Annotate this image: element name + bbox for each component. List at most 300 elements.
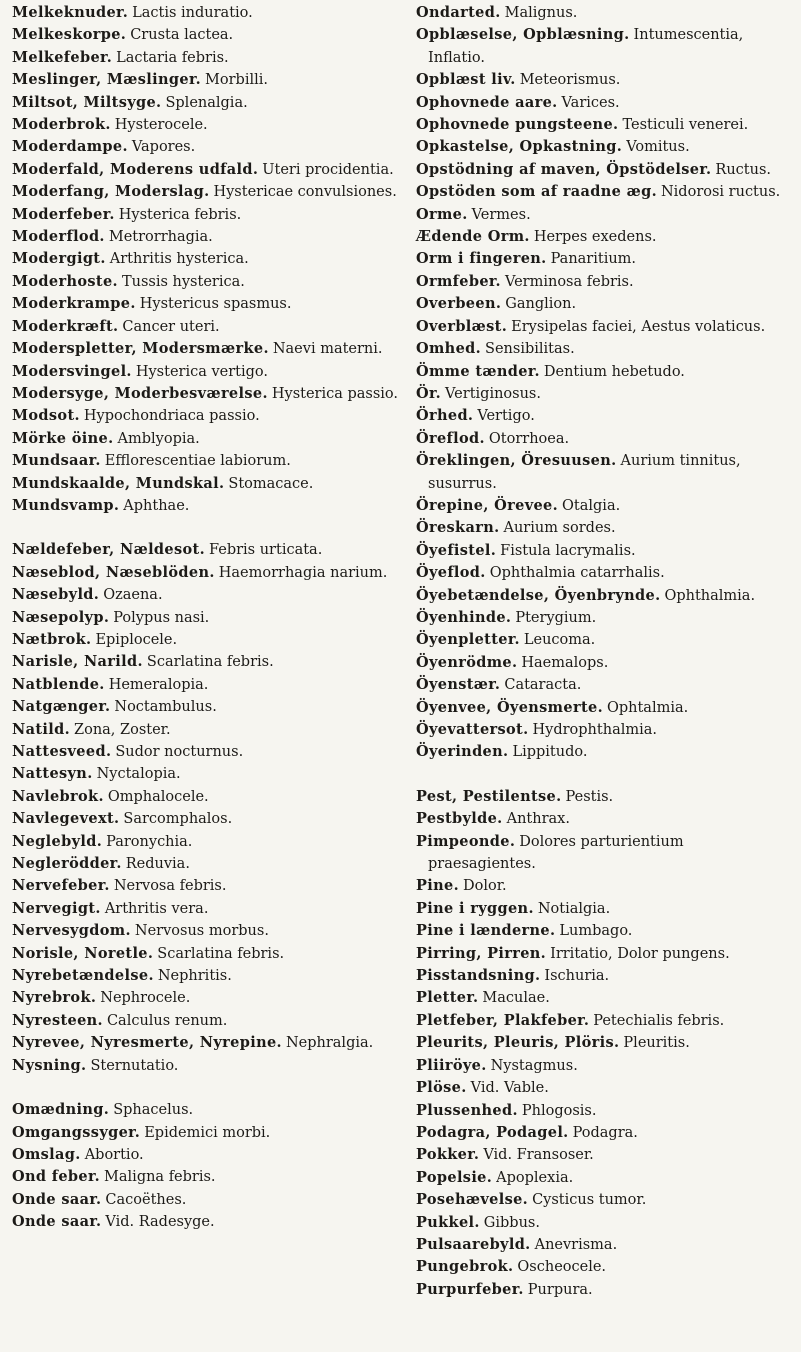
entry-headword: Pimpeonde. — [416, 832, 516, 850]
entry-definition: Maligna febris. — [104, 1169, 216, 1186]
entry-headword: Melkeknuder. — [12, 4, 129, 21]
dictionary-entry — [416, 607, 789, 629]
entry-definition: Stomacace. — [228, 475, 314, 492]
entry-definition: Nyctalopia. — [96, 766, 181, 783]
dictionary-entry — [12, 965, 404, 987]
entry-definition: Vertigo. — [477, 408, 535, 425]
entry-definition: Scarlatina febris. — [146, 654, 274, 671]
entry-definition: Vapores. — [131, 139, 196, 156]
entry-definition: Lippitudo. — [512, 744, 588, 761]
entry-headword: Nysning. — [12, 1056, 87, 1074]
entry-definition: Nephrocele. — [100, 990, 191, 1007]
entry-definition: Podagra. — [572, 1124, 638, 1141]
entry-headword: Popelsie. — [416, 1168, 493, 1186]
dictionary-entry — [12, 316, 404, 338]
entry-definition: Cancer uteri. — [122, 318, 220, 335]
dictionary-entry — [12, 741, 404, 763]
entry-definition: Herpes exedens. — [533, 229, 657, 246]
dictionary-entry — [12, 338, 404, 360]
dictionary-entry — [416, 1144, 789, 1166]
entry-definition: Cataracta. — [504, 677, 582, 694]
dictionary-entry — [416, 585, 789, 607]
entry-headword: Moderflod. — [12, 228, 105, 246]
entry-headword: Opblæselse, Opblæsning. — [416, 26, 630, 44]
dictionary-entry — [416, 204, 789, 226]
entry-headword: Örhed. — [416, 407, 474, 425]
entry-headword: Mörke öine. — [12, 429, 114, 447]
dictionary-entry — [12, 69, 404, 91]
entry-headword: Omhed. — [416, 340, 482, 358]
entry-headword: Öyeflod. — [416, 564, 486, 582]
entry-definition: Lumbago. — [559, 923, 633, 940]
entry-headword: Pungebrok. — [416, 1258, 514, 1276]
dictionary-entry — [416, 428, 789, 450]
dictionary-entry — [416, 875, 789, 897]
dictionary-entry — [12, 786, 404, 808]
entry-headword: Overblæst. — [416, 317, 508, 335]
entry-definition: Haemorrhagia narium. — [218, 564, 388, 581]
entry-headword: Moderfald, Moderens udfald. — [12, 160, 259, 178]
entry-headword: Modersvingel. — [12, 362, 132, 380]
entry-definition: Hystericus spasmus. — [139, 296, 292, 313]
dictionary-entry — [12, 875, 404, 897]
right-column — [416, 2, 789, 1301]
entry-definition: Uteri procidentia. — [262, 161, 394, 178]
entry-definition: Ischuria. — [544, 968, 610, 985]
section-gap — [12, 517, 404, 539]
entry-headword: Næseblod, Næseblöden. — [12, 563, 215, 581]
entry-definition: Irritatio, Dolor pungens. — [550, 945, 730, 962]
dictionary-entry — [416, 136, 789, 158]
dictionary-entry — [416, 1256, 789, 1278]
entry-definition: Aurium sordes. — [503, 520, 616, 537]
dictionary-entry — [416, 92, 789, 114]
entry-definition: Ozaena. — [103, 587, 163, 604]
entry-headword: Öyevattersot. — [416, 721, 529, 738]
dictionary-entry — [416, 1189, 789, 1211]
entry-definition: Ganglion. — [505, 296, 577, 313]
entry-headword: Natild. — [12, 720, 71, 738]
entry-definition: Fistula lacrymalis. — [500, 542, 636, 559]
dictionary-entry — [12, 47, 404, 69]
entry-headword: Moderbrok. — [12, 116, 111, 134]
dictionary-entry — [12, 987, 404, 1009]
entry-definition: Morbilli. — [205, 72, 268, 89]
entry-definition: Amblyopia. — [117, 430, 200, 447]
dictionary-entry — [12, 293, 404, 315]
entry-definition: Haemalops. — [521, 654, 609, 671]
dictionary-entry — [416, 808, 789, 830]
entry-headword: Onde saar. — [12, 1190, 102, 1208]
entry-headword: Pletter. — [416, 989, 479, 1007]
dictionary-entry — [12, 808, 404, 830]
dictionary-entry — [12, 1122, 404, 1144]
dictionary-entry — [416, 1055, 789, 1077]
entry-headword: Ondarted. — [416, 4, 501, 21]
entry-headword: Pulsaarebyld. — [416, 1235, 531, 1253]
dictionary-entry — [416, 69, 789, 91]
entry-headword: Öyenstær. — [416, 676, 501, 694]
entry-definition: Vomitus. — [626, 139, 690, 156]
dictionary-entry — [12, 831, 404, 853]
entry-definition: Anthrax. — [506, 811, 570, 828]
entry-headword: Onde saar. — [12, 1213, 102, 1231]
entry-definition: Pestis. — [565, 788, 614, 805]
entry-headword: Moderkrampe. — [12, 295, 136, 313]
entry-headword: Öreflod. — [416, 429, 485, 447]
entry-definition: Crusta lactea. — [130, 27, 234, 44]
dictionary-entry — [12, 584, 404, 606]
dictionary-entry — [12, 1211, 404, 1233]
entry-headword: Plussenhed. — [416, 1101, 518, 1119]
entry-definition: Nervosus morbus. — [134, 923, 269, 940]
entry-headword: Pine i ryggen. — [416, 899, 534, 917]
dictionary-entry — [12, 92, 404, 114]
dictionary-entry — [416, 24, 789, 69]
entry-headword: Pest, Pestilentse. — [416, 787, 562, 805]
entry-headword: Moderspletter, Modersmærke. — [12, 340, 269, 358]
entry-definition: Reduvia. — [125, 856, 190, 873]
entry-definition: Metrorrhagia. — [108, 229, 213, 246]
entry-definition: Pleuritis. — [623, 1035, 690, 1052]
entry-headword: Ophovnede pungsteene. — [416, 116, 619, 134]
entry-definition: Vermes. — [471, 206, 531, 223]
dictionary-entry — [416, 248, 789, 270]
dictionary-entry — [416, 1167, 789, 1189]
entry-definition: Hysterica febris. — [118, 206, 242, 223]
dictionary-entry — [416, 1077, 789, 1099]
entry-headword: Öyenrödme. — [416, 653, 518, 671]
dictionary-entry — [416, 1010, 789, 1032]
dictionary-entry — [12, 1055, 404, 1077]
entry-definition: Paronychia. — [106, 833, 193, 850]
dictionary-entry — [12, 1144, 404, 1166]
entry-headword: Opstöden som af raadne æg. — [416, 183, 657, 201]
entry-definition: Malignus. — [504, 5, 578, 21]
dictionary-entry — [12, 2, 404, 24]
entry-headword: Nattesveed. — [12, 743, 112, 760]
entry-headword: Pestbylde. — [416, 810, 503, 828]
entry-definition: Epidemici morbi. — [144, 1124, 271, 1141]
dictionary-entry — [12, 428, 404, 450]
entry-headword: Nyrebrok. — [12, 989, 97, 1007]
entry-definition: Vertiginosus. — [445, 385, 541, 402]
section-gap — [416, 764, 789, 786]
entry-headword: Örepine, Örevee. — [416, 496, 559, 514]
entry-headword: Öyefistel. — [416, 541, 497, 559]
entry-headword: Pisstandsning. — [416, 967, 541, 985]
dictionary-entry — [416, 1279, 789, 1301]
dictionary-entry — [416, 786, 789, 808]
dictionary-entry — [416, 338, 789, 360]
entry-headword: Melkeskorpe. — [12, 26, 127, 44]
entry-headword: Plöse. — [416, 1079, 467, 1097]
entry-headword: Miltsot, Miltsyge. — [12, 93, 162, 111]
dictionary-entry — [416, 271, 789, 293]
dictionary-entry — [416, 517, 789, 539]
dictionary-entry — [12, 271, 404, 293]
left-column — [12, 2, 404, 1234]
dictionary-entry — [12, 1166, 404, 1188]
dictionary-entry — [12, 853, 404, 875]
entry-headword: Ormfeber. — [416, 272, 501, 290]
dictionary-entry — [12, 629, 404, 651]
entry-definition: Sudor nocturnus. — [115, 744, 244, 760]
entry-headword: Næsebyld. — [12, 586, 100, 604]
dictionary-entry — [12, 383, 404, 405]
entry-definition: Sensibilitas. — [485, 341, 575, 358]
dictionary-entry — [416, 987, 789, 1009]
dictionary-entry — [416, 361, 789, 383]
entry-definition: Naevi materni. — [272, 341, 383, 358]
entry-headword: Neglebyld. — [12, 832, 103, 850]
entry-headword: Mundsaar. — [12, 452, 101, 470]
entry-definition: Febris urticata. — [208, 542, 323, 559]
entry-definition: Polypus nasi. — [113, 609, 210, 626]
entry-definition: Dolores parturientium praesagientes. — [428, 833, 684, 873]
entry-definition: Abortio. — [84, 1146, 144, 1163]
entry-headword: Öyenhinde. — [416, 608, 512, 626]
dictionary-entry — [12, 539, 404, 561]
entry-definition: Aurium tinnitus, susurrus. — [428, 453, 741, 492]
entry-definition: Maculae. — [482, 990, 550, 1007]
entry-definition: Omphalocele. — [107, 788, 209, 805]
dictionary-entry — [12, 136, 404, 158]
entry-headword: Nyrebetændelse. — [12, 967, 154, 985]
dictionary-entry — [416, 831, 789, 876]
entry-definition: Otorrhoea. — [488, 430, 570, 447]
dictionary-entry — [12, 898, 404, 920]
entry-definition: Cysticus tumor. — [532, 1192, 647, 1209]
dictionary-entry — [12, 1099, 404, 1121]
entry-headword: Podagra, Podagel. — [416, 1123, 569, 1141]
dictionary-entry — [416, 1234, 789, 1256]
entry-headword: Pleurits, Pleuris, Plöris. — [416, 1034, 620, 1052]
dictionary-entry — [12, 763, 404, 785]
entry-definition: Testiculi venerei. — [622, 117, 749, 134]
entry-headword: Neglerödder. — [12, 855, 122, 873]
dictionary-entry — [416, 2, 789, 24]
entry-definition: Hysterica passio. — [271, 385, 399, 402]
dictionary-entry — [12, 24, 404, 46]
entry-definition: Dolor. — [462, 878, 507, 895]
dictionary-entry — [416, 697, 789, 719]
entry-headword: Moderfeber. — [12, 205, 115, 223]
entry-headword: Ond feber. — [12, 1168, 101, 1186]
entry-headword: Mundsvamp. — [12, 496, 120, 514]
entry-headword: Pokker. — [416, 1146, 480, 1164]
entry-headword: Nattesyn. — [12, 765, 93, 783]
dictionary-entry — [12, 114, 404, 136]
dictionary-entry — [12, 248, 404, 270]
dictionary-entry — [416, 495, 789, 517]
entry-definition: Sarcomphalos. — [123, 811, 233, 828]
entry-headword: Ömme tænder. — [416, 362, 540, 380]
entry-definition: Ophthalmia catarrhalis. — [489, 565, 665, 582]
entry-definition: Hypochondriaca passio. — [83, 408, 260, 425]
entry-definition: Ructus. — [715, 161, 771, 178]
entry-headword: Opblæst liv. — [416, 71, 516, 89]
entry-definition: Varices. — [561, 94, 620, 111]
entry-definition: Petechialis febris. — [593, 1012, 725, 1029]
dictionary-entry — [12, 651, 404, 673]
entry-definition: Leucoma. — [523, 632, 596, 649]
dictionary-entry — [12, 159, 404, 181]
dictionary-entry — [12, 1010, 404, 1032]
dictionary-entry — [12, 943, 404, 965]
entry-headword: Natblende. — [12, 675, 105, 693]
entry-definition: Vid. Vable. — [470, 1080, 549, 1097]
entry-headword: Narisle, Narild. — [12, 653, 143, 671]
entry-headword: Opstödning af maven, Öpstödelser. — [416, 160, 712, 178]
dictionary-entry — [416, 719, 789, 741]
dictionary-entry — [12, 405, 404, 427]
entry-definition: Scarlatina febris. — [157, 945, 285, 962]
dictionary-entry — [416, 1032, 789, 1054]
entry-headword: Nætbrok. — [12, 630, 92, 648]
dictionary-entry — [416, 293, 789, 315]
entry-headword: Pine i lænderne. — [416, 922, 556, 940]
entry-headword: Nældefeber, Nældesot. — [12, 541, 205, 559]
dictionary-entry — [416, 652, 789, 674]
entry-headword: Öyenvee, Öyensmerte. — [416, 698, 603, 716]
entry-headword: Orme. — [416, 205, 468, 223]
dictionary-entry — [416, 1212, 789, 1234]
dictionary-entry — [416, 450, 789, 495]
entry-definition: Zona, Zoster. — [74, 721, 171, 738]
dictionary-entry — [416, 741, 789, 763]
dictionary-entry — [12, 607, 404, 629]
entry-definition: Lactaria febris. — [116, 49, 229, 66]
entry-definition: Hysterocele. — [114, 117, 208, 134]
entry-headword: Purpurfeber. — [416, 1280, 524, 1298]
entry-definition: Nidorosi ructus. — [660, 184, 781, 201]
entry-definition: Nephralgia. — [285, 1035, 374, 1052]
entry-definition: Vid. Radesyge. — [105, 1214, 215, 1231]
entry-definition: Purpura. — [527, 1281, 593, 1298]
entry-definition: Aphthae. — [123, 497, 190, 514]
entry-definition: Efflorescentiae labiorum. — [104, 453, 291, 470]
entry-headword: Mundskaalde, Mundskal. — [12, 474, 225, 492]
entry-headword: Næsepolyp. — [12, 608, 110, 626]
entry-definition: Phlogosis. — [521, 1102, 597, 1119]
entry-definition: Panaritium. — [550, 251, 637, 268]
entry-headword: Nervesygdom. — [12, 922, 131, 940]
dictionary-entry — [12, 495, 404, 517]
entry-definition: Sphacelus. — [113, 1102, 194, 1119]
dictionary-entry — [416, 920, 789, 942]
entry-headword: Ör. — [416, 384, 442, 402]
dictionary-entry — [12, 1032, 404, 1054]
entry-headword: Pirring, Pirren. — [416, 944, 547, 962]
entry-definition: Hysterica vertigo. — [135, 363, 269, 380]
dictionary-entry — [12, 1189, 404, 1211]
entry-headword: Moderkræft. — [12, 317, 119, 335]
dictionary-entry — [416, 943, 789, 965]
entry-definition: Notialgia. — [537, 900, 611, 917]
entry-headword: Moderfang, Moderslag. — [12, 183, 210, 201]
entry-headword: Modsot. — [12, 407, 80, 425]
dictionary-entry — [416, 1122, 789, 1144]
dictionary-entry — [12, 361, 404, 383]
entry-headword: Öyebetændelse, Öyenbrynde. — [416, 586, 661, 604]
entry-headword: Nervefeber. — [12, 877, 110, 895]
entry-definition: Sternutatio. — [90, 1057, 179, 1074]
entry-definition: Vid. Fransoser. — [483, 1147, 594, 1164]
entry-headword: Pukkel. — [416, 1213, 480, 1231]
entry-definition: Cacoëthes. — [105, 1191, 187, 1208]
entry-definition: Pterygium. — [515, 609, 597, 626]
dictionary-entry — [416, 383, 789, 405]
entry-headword: Orm i fingeren. — [416, 250, 547, 268]
entry-headword: Nervegigt. — [12, 899, 101, 917]
entry-headword: Öreklingen, Öresuusen. — [416, 452, 617, 470]
dictionary-entry — [12, 181, 404, 203]
dictionary-entry — [416, 181, 789, 203]
entry-definition: Verminosa febris. — [504, 273, 634, 290]
entry-headword: Ædende Orm. — [416, 228, 530, 246]
dictionary-entry — [12, 473, 404, 495]
entry-headword: Nyrevee, Nyresmerte, Nyrepine. — [12, 1034, 282, 1052]
entry-definition: Calculus renum. — [106, 1012, 228, 1029]
entry-headword: Pliiröye. — [416, 1056, 487, 1074]
entry-definition: Tussis hysterica. — [121, 273, 245, 290]
entry-definition: Nystagmus. — [490, 1057, 578, 1074]
dictionary-entry — [416, 540, 789, 562]
entry-headword: Pletfeber, Plakfeber. — [416, 1011, 590, 1029]
dictionary-entry — [416, 316, 789, 338]
entry-headword: Pine. — [416, 877, 459, 895]
dictionary-entry — [12, 204, 404, 226]
entry-headword: Omslag. — [12, 1145, 81, 1163]
entry-definition: Epiplocele. — [95, 631, 178, 648]
dictionary-entry — [416, 674, 789, 696]
entry-headword: Navlebrok. — [12, 787, 104, 805]
dictionary-entry — [12, 450, 404, 472]
entry-definition: Otalgia. — [562, 497, 621, 514]
entry-definition: Anevrisma. — [534, 1236, 618, 1253]
entry-definition: Splenalgia. — [165, 94, 248, 111]
entry-headword: Öreskarn. — [416, 519, 500, 537]
entry-headword: Ophovnede aare. — [416, 93, 558, 111]
dictionary-entry — [12, 719, 404, 741]
entry-definition: Gibbus. — [483, 1214, 540, 1231]
entry-headword: Norisle, Noretle. — [12, 944, 154, 962]
entry-headword: Öyenpletter. — [416, 631, 520, 649]
dictionary-entry — [12, 674, 404, 696]
entry-definition: Nephritis. — [157, 968, 232, 985]
dictionary-entry — [12, 226, 404, 248]
entry-headword: Natgænger. — [12, 698, 111, 716]
entry-headword: Melkefeber. — [12, 48, 113, 66]
entry-definition: Noctambulus. — [114, 699, 217, 716]
entry-definition: Hystericae convulsiones. — [213, 184, 397, 201]
entry-headword: Navlegevext. — [12, 810, 120, 828]
dictionary-entry — [416, 1100, 789, 1122]
dictionary-entry — [416, 629, 789, 651]
entry-definition: Hydrophthalmia. — [532, 722, 657, 738]
entry-headword: Meslinger, Mæslinger. — [12, 71, 202, 89]
entry-definition: Erysipelas faciei, Aestus volaticus. — [511, 318, 766, 335]
entry-definition: Ophtalmia. — [606, 699, 689, 716]
dictionary-entry — [12, 920, 404, 942]
entry-headword: Öyerinden. — [416, 743, 509, 761]
dictionary-entry — [12, 696, 404, 718]
entry-headword: Overbeen. — [416, 295, 502, 313]
entry-definition: Apoplexia. — [496, 1169, 574, 1186]
entry-definition: Meteorismus. — [519, 72, 621, 89]
dictionary-entry — [416, 898, 789, 920]
